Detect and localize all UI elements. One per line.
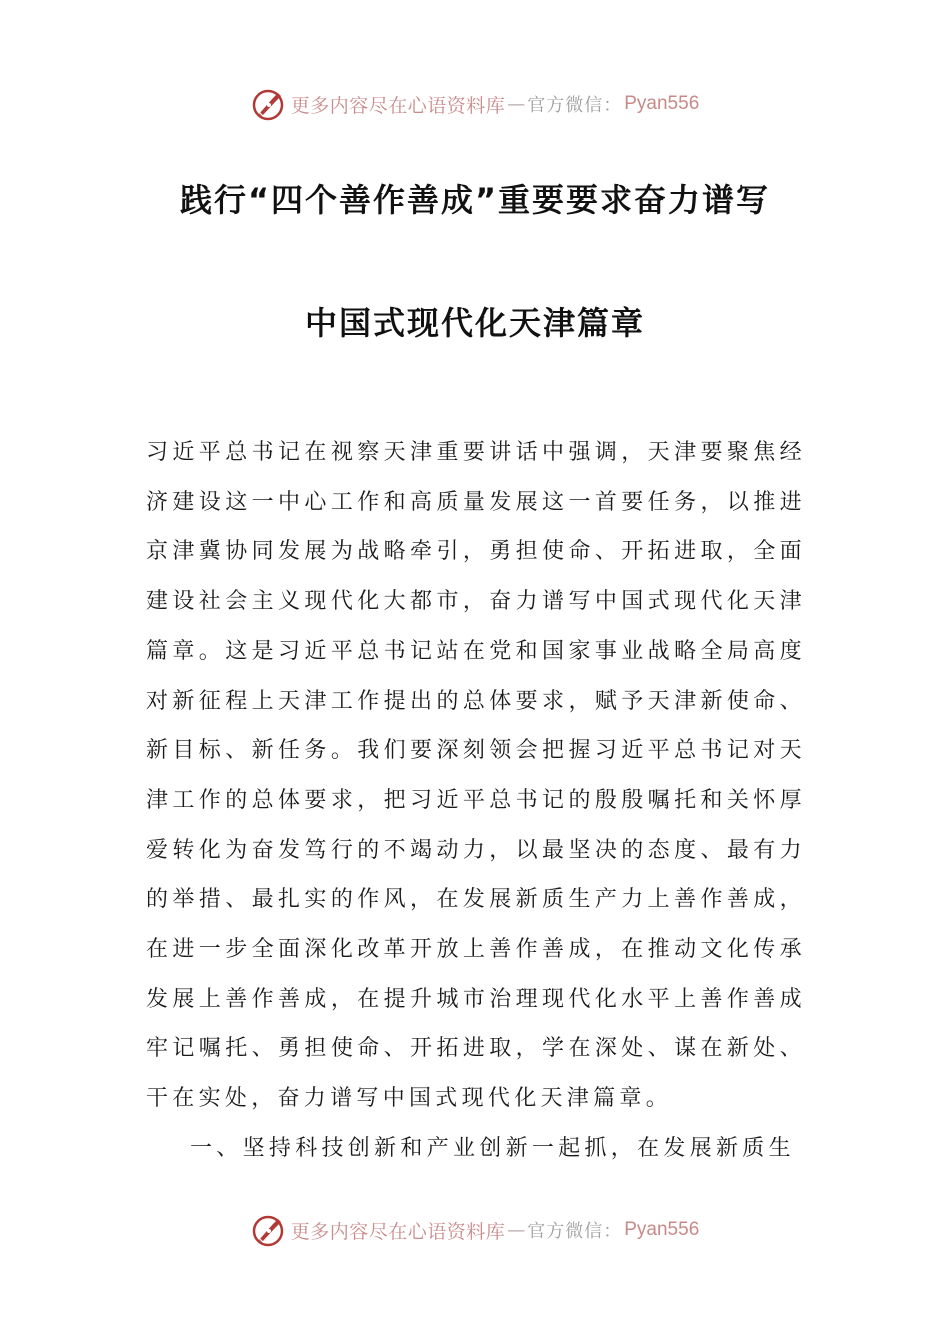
document-body	[146, 428, 806, 1174]
footer-separator: —	[507, 1219, 526, 1241]
document-title-line-2: 中国式现代化天津篇章	[304, 304, 645, 342]
footer-wechat-id: Pyan556	[624, 1219, 700, 1240]
pen-logo-icon	[251, 86, 287, 122]
header-separator: —	[507, 93, 526, 115]
document-title-line-1: 践行“四个善作善成”重要要求奋力谱写	[179, 181, 771, 219]
footer-wechat-label: 官方微信：	[527, 1221, 623, 1242]
body-paragraph: 习近平总书记在视察天津重要讲话中强调，天津要聚焦经济建设这一中心工作和高质量发展这一首要任务，以推进京津冀协同发展为战略牵引，勇担使命、开拓进取，全面建设社会主义现代化大都市，奋力谱写中国式现代化天津篇章。这是习近平总书记站在党和国家事业战略全局高度对新征程上天津工作提出的总体要求，赋予天津新使命、新目标、新任务。我们要深刻领会把握习近平总书记对天津工作的总体要求，把习近平总书记的殷殷嘱托和关怀厚爱转化为奋发笃行的不竭动力，以最坚决的态度、最有力的举措、最扎实的作风，在发展新质生产力上善作善成，在进一步全面深化改革开放上善作善成，在推动文化传承发展上善作善成，在提升城市治理现代化水平上善作善成牢记嘱托、勇担使命、开拓进取，学在深处、谋在新处、干在实处，奋力谱写中国式现代化天津篇章。	[146, 440, 806, 1112]
header-banner	[0, 84, 950, 124]
footer-brand-text: 更多内容尽在心语资料库	[290, 1220, 506, 1243]
footer-banner	[0, 1210, 950, 1250]
header-brand-text: 更多内容尽在心语资料库	[290, 94, 506, 117]
header-wechat-label: 官方微信：	[527, 95, 623, 116]
section-heading-paragraph: 一、坚持科技创新和产业创新一起抓，在发展新质生	[190, 1135, 795, 1161]
header-wechat-id: Pyan556	[624, 93, 700, 114]
pen-logo-icon	[251, 1212, 287, 1248]
